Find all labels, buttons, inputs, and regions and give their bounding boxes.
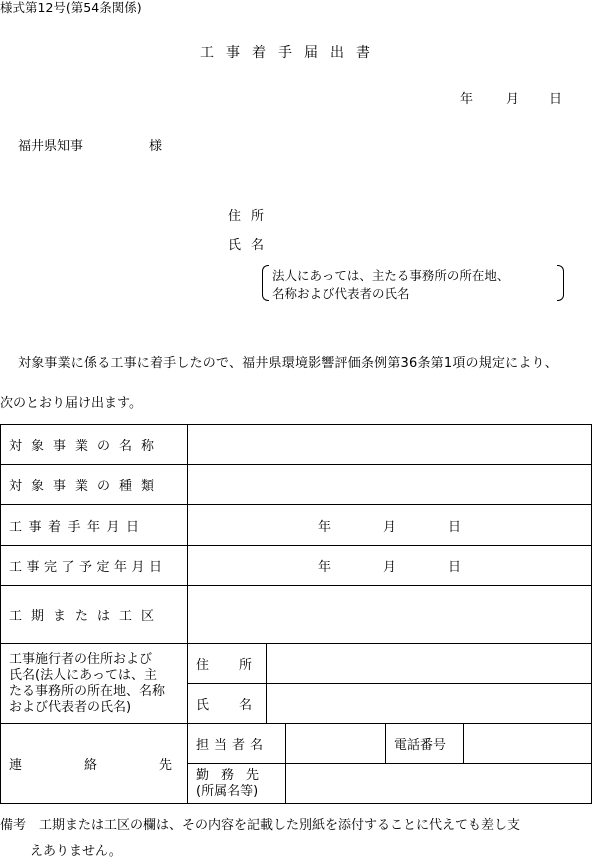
- addressee-name: 福井県知事: [18, 139, 84, 154]
- table-row: [1, 644, 592, 684]
- project-type-field[interactable]: [188, 465, 592, 505]
- contractor-address-field[interactable]: [267, 644, 592, 684]
- form-number: 様式第12号(第54条関係): [0, 0, 142, 15]
- body-text-line1: 対象事業に係る工事に着手したので、福井県環境影響評価条例第36条第1項の規定により、: [18, 356, 558, 371]
- right-bracket: [557, 265, 564, 301]
- body-text-line2: 次のとおり届け出ます。: [0, 396, 142, 411]
- contractor-label: 工事施行者の住所および 氏名(法人にあっては、主 たる事務所の所在地、名称 および代表者の氏名): [1, 644, 188, 724]
- table-row: [1, 505, 592, 546]
- table-row: [1, 724, 592, 764]
- table-row: [1, 546, 592, 586]
- end-date-day: 日: [448, 560, 462, 575]
- workplace-label: 勤務先 (所属名等): [188, 764, 286, 804]
- start-date-day: 日: [448, 519, 462, 535]
- project-name-field[interactable]: [188, 425, 592, 465]
- phone-field[interactable]: [464, 724, 592, 764]
- workplace-field[interactable]: [286, 764, 592, 804]
- document-title: 工事着手届出書: [200, 45, 382, 61]
- contractor-address-label: 住所: [188, 644, 267, 684]
- addressee-honorific: 様: [149, 139, 163, 154]
- corporate-note-line2: 名称および代表者の氏名: [272, 286, 410, 301]
- left-bracket: [262, 265, 269, 301]
- applicant-name-label: 氏名: [228, 238, 275, 253]
- project-name-label: 対象事業の名称: [1, 425, 188, 465]
- header-date-year: 年: [460, 92, 474, 107]
- project-type-label: 対象事業の種類: [1, 465, 188, 505]
- header-date-month: 月: [506, 92, 520, 107]
- end-date-label: 工事完了予定年月日: [1, 546, 188, 586]
- start-date-field[interactable]: [188, 505, 592, 546]
- remarks-line1: 備考 工期または工区の欄は、その内容を記載した別紙を添付することに代えても差し支: [0, 818, 521, 833]
- corporate-note: [262, 265, 564, 301]
- applicant-address-label: 住所: [228, 209, 275, 224]
- contractor-name-field[interactable]: [267, 684, 592, 724]
- notification-table: [0, 424, 592, 804]
- table-row: [1, 425, 592, 465]
- table-row: [1, 465, 592, 505]
- contractor-name-label: 氏名: [188, 684, 267, 724]
- table-row: [1, 586, 592, 644]
- remarks-line2: えありません。: [30, 844, 122, 859]
- person-in-charge-field[interactable]: [286, 724, 386, 764]
- start-date-month: 月: [383, 519, 397, 535]
- phone-label: 電話番号: [386, 724, 464, 764]
- end-date-month: 月: [383, 560, 397, 575]
- end-date-year: 年: [318, 560, 332, 575]
- period-label: 工期または工区: [1, 586, 188, 644]
- person-in-charge-label: 担当者名: [188, 724, 286, 764]
- corporate-note-line1: 法人にあっては、主たる事務所の所在地、: [272, 268, 510, 283]
- period-field[interactable]: [188, 586, 592, 644]
- start-date-label: 工事着手年月日: [1, 505, 188, 546]
- end-date-field[interactable]: [188, 546, 592, 586]
- header-date-day: 日: [549, 92, 563, 107]
- start-date-year: 年: [318, 519, 332, 535]
- contact-label: 連絡先: [1, 724, 188, 804]
